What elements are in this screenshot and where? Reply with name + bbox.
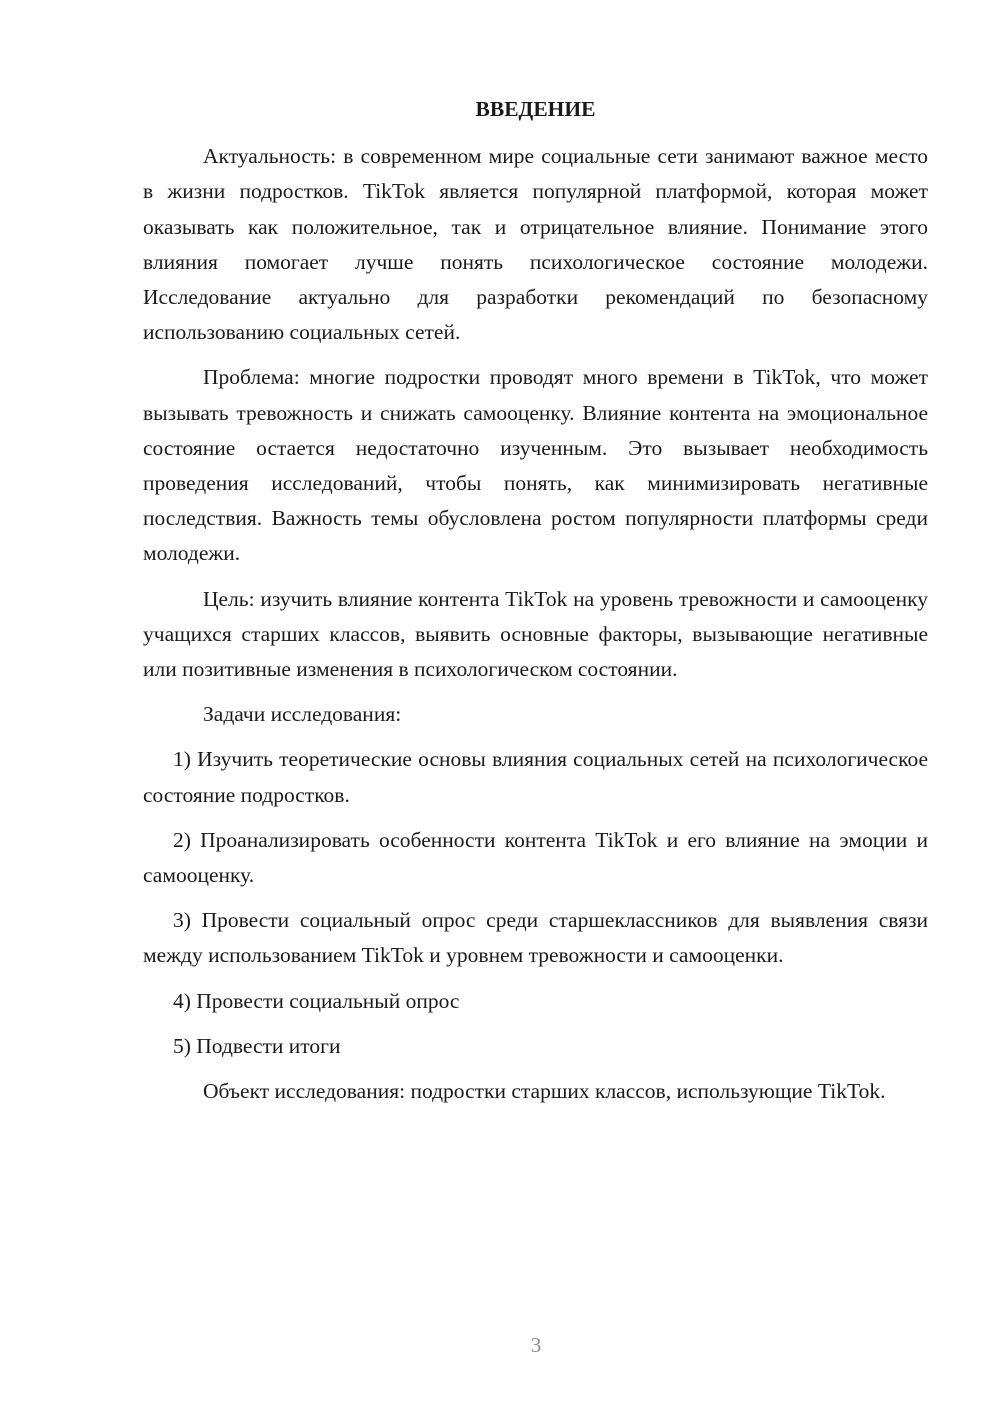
task-item-3: 3) Провести социальный опрос среди старшеклассников для выявления связи между использованием TikTok и уровнем тревожности и самооценки.: [143, 908, 928, 968]
page-number: 3: [530, 1333, 542, 1357]
relevance-paragraph: Актуальность: в современном мире социальные сети занимают важное место в жизни подростков. TikTok является популярной платформой, которая может оказывать как положительное, так и отрицательное влияние. Понимание этого влияния помогает лучше понять психологическое состояние молодежи. Исследование актуально для разработки рекомендаций по безопасному использованию социальных сетей.: [143, 144, 928, 345]
goal-paragraph: Цель: изучить влияние контента TikTok на уровень тревожности и самооценку учащихся старших классов, выявить основные факторы, вызывающие негативные или позитивные изменения в психологическом состоянии.: [143, 586, 928, 682]
tasks-title: Задачи исследования:: [203, 702, 402, 727]
task-item-4: 4) Провести социальный опрос: [173, 988, 460, 1013]
document-body: [143, 92, 928, 1119]
task-item-1: 1) Изучить теоретические основы влияния социальных сетей на психологическое состояние подростков.: [143, 747, 928, 807]
task-item-5: 5) Подвести итоги: [173, 1033, 341, 1058]
object-paragraph: Объект исследования: подростки старших классов, использующие TikTok.: [203, 1079, 886, 1104]
problem-paragraph: Проблема: многие подростки проводят много времени в TikTok, что может вызывать тревожность и снижать самооценку. Влияние контента на эмоциональное состояние остается недостаточно изученным. Это вызывает необходимость проведения исследований, чтобы понять, как минимизировать негативные последствия. Важность темы обусловлена ростом популярности платформы среди молодежи.: [143, 365, 928, 566]
task-item-2: 2) Проанализировать особенности контента TikTok и его влияние на эмоции и самооценку.: [143, 827, 928, 888]
section-heading: ВВЕДЕНИЕ: [475, 97, 596, 121]
